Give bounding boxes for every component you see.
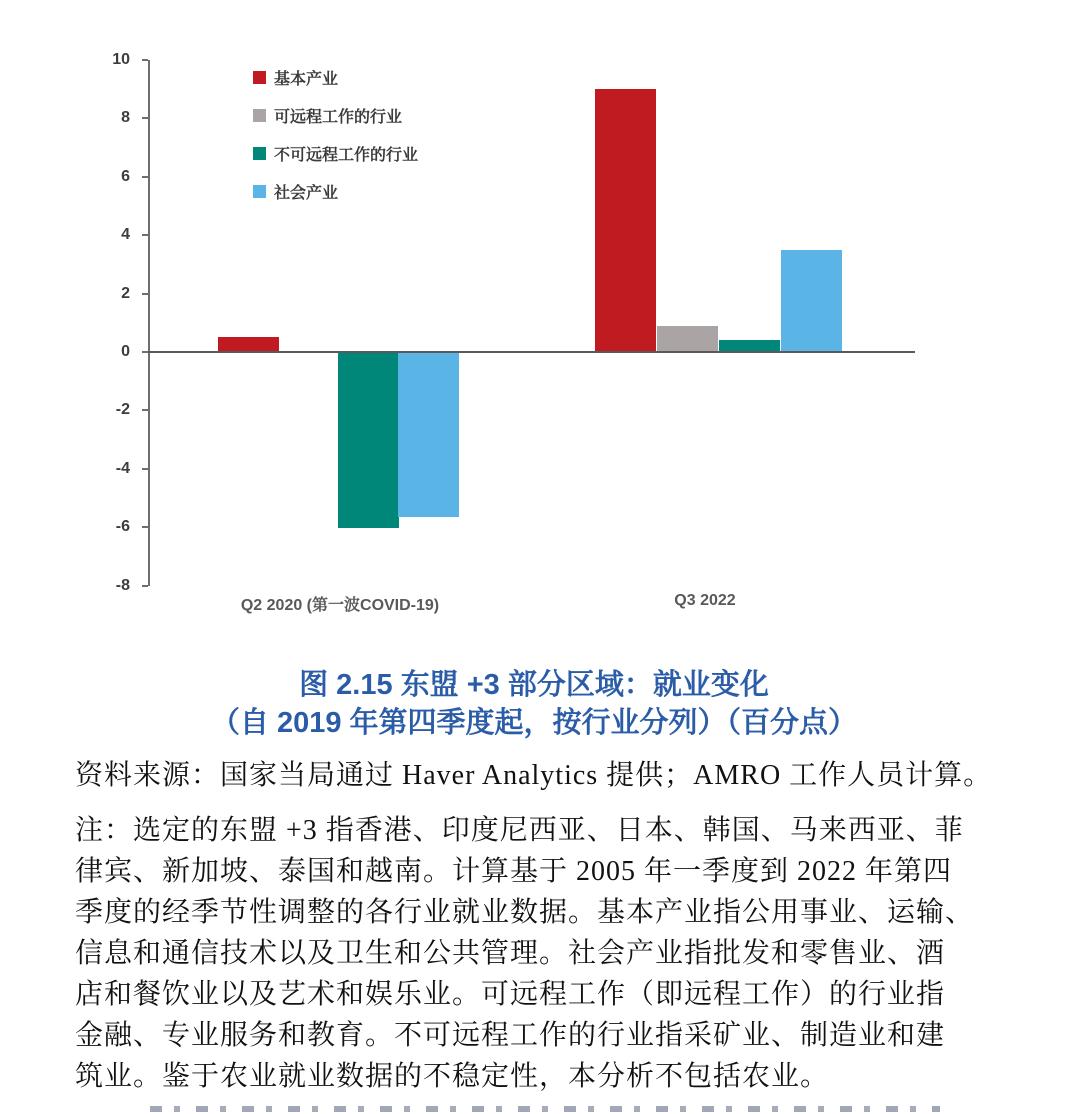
figure-note: [75, 810, 1015, 1097]
legend-label: 可远程工作的行业: [274, 108, 403, 126]
legend-item-social-industries: [253, 172, 418, 210]
legend-swatch-icon: [253, 109, 266, 122]
bar-essential-industries-q2-2020: [218, 337, 279, 352]
y-axis-tick: [142, 585, 148, 587]
note-line: 金融、专业服务和教育。不可远程工作的行业指采矿业、制造业和建: [75, 1020, 946, 1051]
y-axis-tick-label: -8: [115, 576, 130, 594]
bar-social-industries-q2-2020: [398, 353, 459, 517]
y-axis-tick: [142, 293, 148, 295]
y-axis-line: [148, 60, 150, 586]
legend-item-teleworkable-industries: [253, 96, 418, 134]
chart-legend: [253, 58, 418, 210]
y-axis-tick-label: 6: [121, 167, 130, 185]
legend-swatch-icon: [253, 71, 266, 84]
note-line: 律宾、新加坡、泰国和越南。计算基于 2005 年一季度到 2022 年第四: [75, 856, 953, 887]
legend-swatch-icon: [253, 147, 266, 160]
figure-title: [0, 666, 1068, 742]
y-axis-tick-label: 2: [121, 284, 130, 302]
y-axis-tick: [142, 117, 148, 119]
legend-item-essential-industries: [253, 58, 418, 96]
y-axis-tick: [142, 409, 148, 411]
y-axis-tick: [142, 59, 148, 61]
zero-baseline: [148, 351, 915, 353]
employment-change-bar-chart: [85, 40, 955, 652]
legend-label: 基本产业: [274, 70, 339, 88]
legend-swatch-icon: [253, 185, 266, 198]
y-axis-tick-label: 4: [121, 226, 130, 244]
bar-social-industries-q3-2022: [781, 250, 842, 352]
figure-source: 资料来源：国家当局通过 Haver Analytics 提供；AMRO 工作人员计算。: [75, 760, 993, 791]
y-axis-tick-label: 10: [112, 51, 130, 68]
note-line: 店和餐饮业以及艺术和娱乐业。可远程工作（即远程工作）的行业指: [75, 979, 946, 1010]
note-line: 信息和通信技术以及卫生和公共管理。社会产业指批发和零售业、酒: [75, 938, 946, 969]
x-axis-category-label: Q2 2020 (第一波COVID-19): [240, 597, 440, 614]
y-axis-tick-label: -2: [115, 401, 130, 419]
y-axis-tick-label: -4: [115, 459, 130, 477]
bar-teleworkable-industries-q3-2022: [657, 326, 718, 352]
note-line: 筑业。鉴于农业就业数据的不稳定性，本分析不包括农业。: [75, 1061, 830, 1092]
y-axis-tick: [142, 526, 148, 528]
y-axis-tick: [142, 176, 148, 178]
note-line: 注：选定的东盟 +3 指香港、印度尼西亚、日本、韩国、马来西亚、菲: [75, 815, 964, 846]
x-axis-category-label: Q3 2022: [674, 592, 736, 609]
legend-label: 社会产业: [274, 184, 339, 202]
figure-title-line2: （自 2019 年第四季度起，按行业分列）（百分点）: [210, 707, 858, 739]
y-axis-tick: [142, 468, 148, 470]
bar-essential-industries-q3-2022: [595, 89, 656, 352]
y-axis-tick-label: -6: [115, 518, 130, 536]
note-line: 季度的经季节性调整的各行业就业数据。基本产业指公用事业、运输、: [75, 897, 975, 928]
next-heading-clipped: [150, 1106, 940, 1112]
legend-item-non-teleworkable-industries: [253, 134, 418, 172]
bar-non-teleworkable-industries-q2-2020: [338, 353, 399, 528]
figure-title-line1: 图 2.15 东盟 +3 部分区域：就业变化: [299, 669, 769, 701]
y-axis-tick-label: 8: [121, 109, 130, 127]
y-axis-tick: [142, 234, 148, 236]
y-axis-tick-label: 0: [121, 343, 130, 360]
legend-label: 不可远程工作的行业: [274, 146, 419, 164]
